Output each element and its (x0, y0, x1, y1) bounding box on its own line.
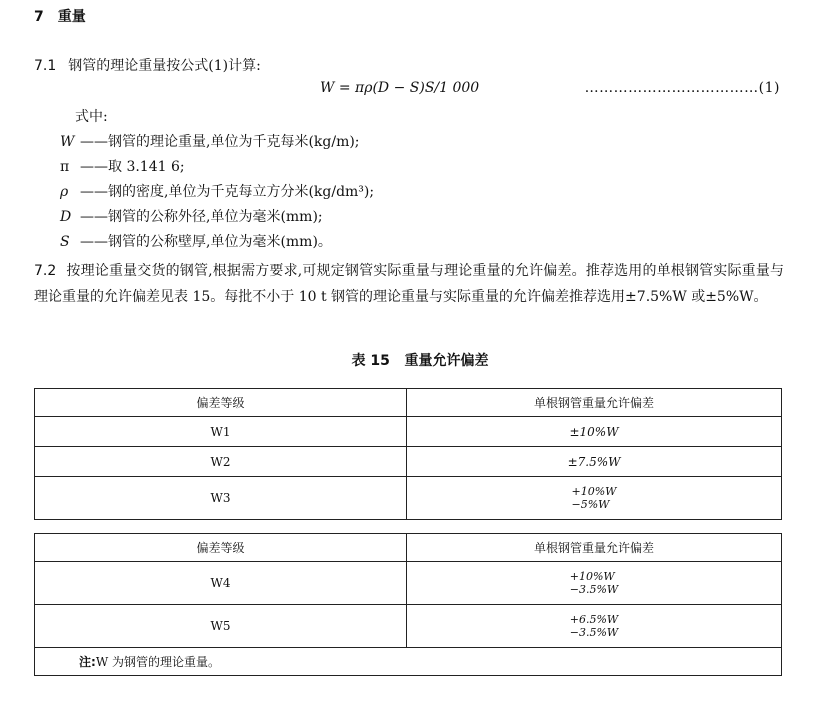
tolerance-cell (407, 605, 782, 648)
variable-definition (60, 131, 360, 151)
tolerance-upper: +6.5%W (569, 613, 619, 626)
tolerance-upper: +10%W (569, 570, 615, 583)
note-text: W 为钢管的理论重量。 (95, 655, 220, 669)
header-tolerance: 单根钢管重量允许偏差 (407, 534, 782, 562)
tolerance-cell (407, 417, 782, 447)
tolerance-stack (572, 485, 617, 511)
grade-cell: W2 (35, 447, 407, 477)
variable-symbol: π (60, 159, 70, 175)
section-number: 7 (34, 9, 44, 25)
variable-description: ——取 3.141 6; (80, 159, 185, 175)
table-caption: 表 15 重量允许偏差 (351, 353, 489, 369)
variable-definition (60, 206, 323, 226)
variable-description: ——钢管的公称外径,单位为毫米(mm); (80, 209, 323, 225)
header-grade: 偏差等级 (35, 389, 407, 417)
table-note-row (35, 648, 782, 676)
tolerance-stack (570, 570, 618, 596)
table-row (35, 447, 782, 477)
tolerance-lower: −3.5%W (569, 626, 619, 639)
variable-definition (60, 156, 185, 176)
tolerance-value: ±7.5%W (567, 454, 621, 469)
table-row (35, 417, 782, 447)
variable-symbol: W (60, 134, 75, 150)
variable-description: ——钢管的理论重量,单位为千克每米(kg/m); (80, 134, 360, 150)
variable-definition (60, 181, 374, 201)
table-row (35, 605, 782, 648)
grade-cell: W4 (35, 562, 407, 605)
note-label: 注: (79, 655, 96, 669)
tolerance-value: ±10%W (569, 424, 619, 439)
grade-cell: W1 (35, 417, 407, 447)
variable-symbol: D (60, 209, 72, 225)
section-7-heading (34, 6, 86, 26)
clause-7-1 (34, 55, 261, 75)
table-header-row (35, 389, 782, 417)
variable-definition (60, 231, 332, 251)
table-header-row (35, 534, 782, 562)
where-label: 式中: (75, 109, 108, 125)
tolerance-lower: −5%W (571, 498, 610, 511)
table-note (35, 648, 782, 676)
formula: W = πρ(D − S)S/1 000 (320, 80, 480, 96)
clause-text: 按理论重量交货的钢管,根据需方要求,可规定钢管实际重量与理论重量的允许偏差。推荐选用的单根钢管实际重量与理论重量的允许偏差见表 15。每批不小于 10 t 钢管的理论重量与实际重量的允许偏差推荐选用±7.5%W 或±5%W。 (34, 263, 784, 305)
clause-number: 7.1 (34, 58, 57, 74)
grade-cell: W5 (35, 605, 407, 648)
formula-reference: ………………………………(1) (584, 80, 780, 96)
clause-text: 钢管的理论重量按公式(1)计算: (68, 58, 261, 74)
clause-number: 7.2 (34, 263, 57, 279)
section-title: 重量 (57, 9, 86, 25)
table-row (35, 477, 782, 520)
variable-description: ——钢管的公称壁厚,单位为毫米(mm)。 (80, 234, 332, 250)
clause-7-2 (34, 258, 784, 310)
header-grade: 偏差等级 (35, 534, 407, 562)
tolerance-cell (407, 562, 782, 605)
table-row (35, 562, 782, 605)
header-tolerance: 单根钢管重量允许偏差 (407, 389, 782, 417)
variable-description: ——钢的密度,单位为千克每立方分米(kg/dm³); (80, 184, 375, 200)
tolerance-cell (407, 477, 782, 520)
variable-symbol: S (60, 234, 70, 250)
grade-cell: W3 (35, 477, 407, 520)
variable-symbol: ρ (60, 184, 69, 200)
tolerance-lower: −3.5%W (569, 583, 619, 596)
tolerance-table-part-1 (34, 388, 782, 520)
tolerance-stack (570, 613, 618, 639)
tolerance-upper: +10%W (571, 485, 617, 498)
tolerance-table-part-2 (34, 533, 782, 676)
tolerance-cell (407, 447, 782, 477)
